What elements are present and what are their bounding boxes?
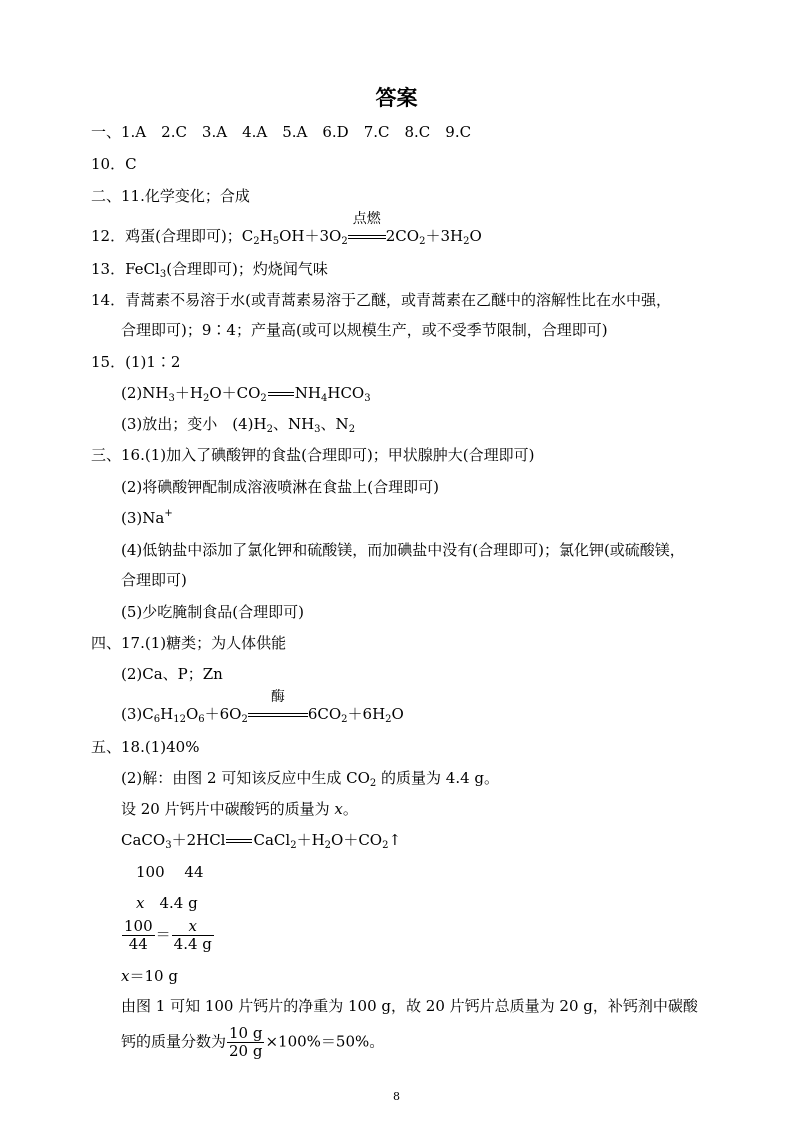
answer-16-part-4-line-1: (4)低钠盐中添加了氯化钾和硫酸镁，而加碘盐中没有(合理即可)；氯化钾(或硫酸镁，: [121, 541, 685, 559]
answer-15-part-3: (3)放出；变小 $(4)H_2$、$NH_3$、$N_2$: [121, 415, 356, 435]
answer-18-part-2: (2)解：由图 2 可知该反应中生成 $CO_2$ 的质量为 4.4 g。: [121, 769, 500, 789]
answer-16-part-5: (5)少吃腌制食品(合理即可): [121, 603, 304, 621]
answer-18-result: x＝10 g: [121, 967, 178, 985]
answer-18-conclusion-line-1: 由图 1 可知 100 片钙片的净重为 100 g，故 20 片钙片总质量为 20 g，补钙剂中碳酸: [121, 997, 698, 1015]
answer-14-line-2: 合理即可)；9∶4；产量高(或可以规模生产，或不受季节限制，合理即可): [121, 321, 608, 339]
answer-16-part-2: (2)将碘酸钾配制成溶液喷淋在食盐上(合理即可): [121, 478, 439, 496]
reaction-condition-arrow: [348, 211, 386, 246]
answer-16-part-4-line-2: 合理即可): [121, 571, 187, 589]
equals-sign: [226, 839, 252, 843]
fraction-10g-20g: $\frac{10 g}{20 g}$: [229, 1024, 263, 1060]
answer-18-mass-row: x 4.4 g: [136, 894, 198, 912]
answer-12: 12．鸡蛋(合理即可)；$C_2H_5OH+3O_2$ 点燃 $2CO_2+3H_2O$: [91, 211, 482, 247]
answer-14-line-1: 14．青蒿素不易溶于水(或青蒿素易溶于乙醚，或青蒿素在乙醚中的溶解性比在水中强，: [91, 291, 671, 309]
answer-10: 10．C: [91, 155, 137, 173]
answer-13: 13．FeCl$_3$(合理即可)；灼烧闻气味: [91, 260, 328, 280]
answer-18-proportion: $\frac{100}{44}$ ＝ $\frac{x}{4.4 g}$: [124, 917, 212, 953]
page-title: 答案: [375, 86, 418, 110]
answer-18-equation: CaCO$_3$＋2HCl $CaCl_2+H_2O+CO_2↑$: [121, 831, 402, 851]
answer-15-part-2: $(2)NH_3+H_2O+CO_2$ $NH_4HCO_3$: [121, 384, 371, 404]
equals-sign: [268, 392, 294, 396]
page-number: 8: [393, 1090, 400, 1103]
answer-18-part-1: 五、18.(1)40%: [91, 738, 200, 756]
fraction-x-4.4g: $\frac{x}{4.4 g}$: [173, 917, 212, 953]
reaction-condition: 点燃: [352, 211, 381, 227]
answer-16-part-1: 三、16.(1)加入了碘酸钾的食盐(合理即可)；甲状腺肿大(合理即可): [91, 446, 535, 464]
answer-11: 二、11.化学变化；合成: [91, 187, 250, 205]
answer-18-molar-mass: 100 44: [136, 863, 204, 881]
reaction-condition-arrow: [248, 689, 308, 724]
answer-17-part-1: 四、17.(1)糖类；为人体供能: [91, 634, 287, 652]
fraction-100-44: $\frac{100}{44}$: [124, 917, 153, 953]
answer-16-part-3: (3)Na+: [121, 508, 173, 527]
answer-17-part-3: $(3)C_6H_{12}O_6+6O_2$ 酶 $6CO_2+6H_2O$: [121, 689, 404, 725]
answer-15-part-1: 15．(1)1∶2: [91, 353, 181, 371]
section-1-answers: 一、1.A 2.C 3.A 4.A 5.A 6.D 7.C 8.C 9.C: [91, 123, 472, 141]
answer-18-conclusion-line-2: 钙的质量分数为 $\frac{10 g}{20 g}$ ×100%＝50%。: [121, 1024, 385, 1060]
answer-18-assumption: 设 20 片钙片中碳酸钙的质量为 x。: [121, 800, 358, 818]
answer-17-part-2: (2)Ca、P；Zn: [121, 665, 223, 683]
reaction-condition: 酶: [270, 689, 285, 705]
